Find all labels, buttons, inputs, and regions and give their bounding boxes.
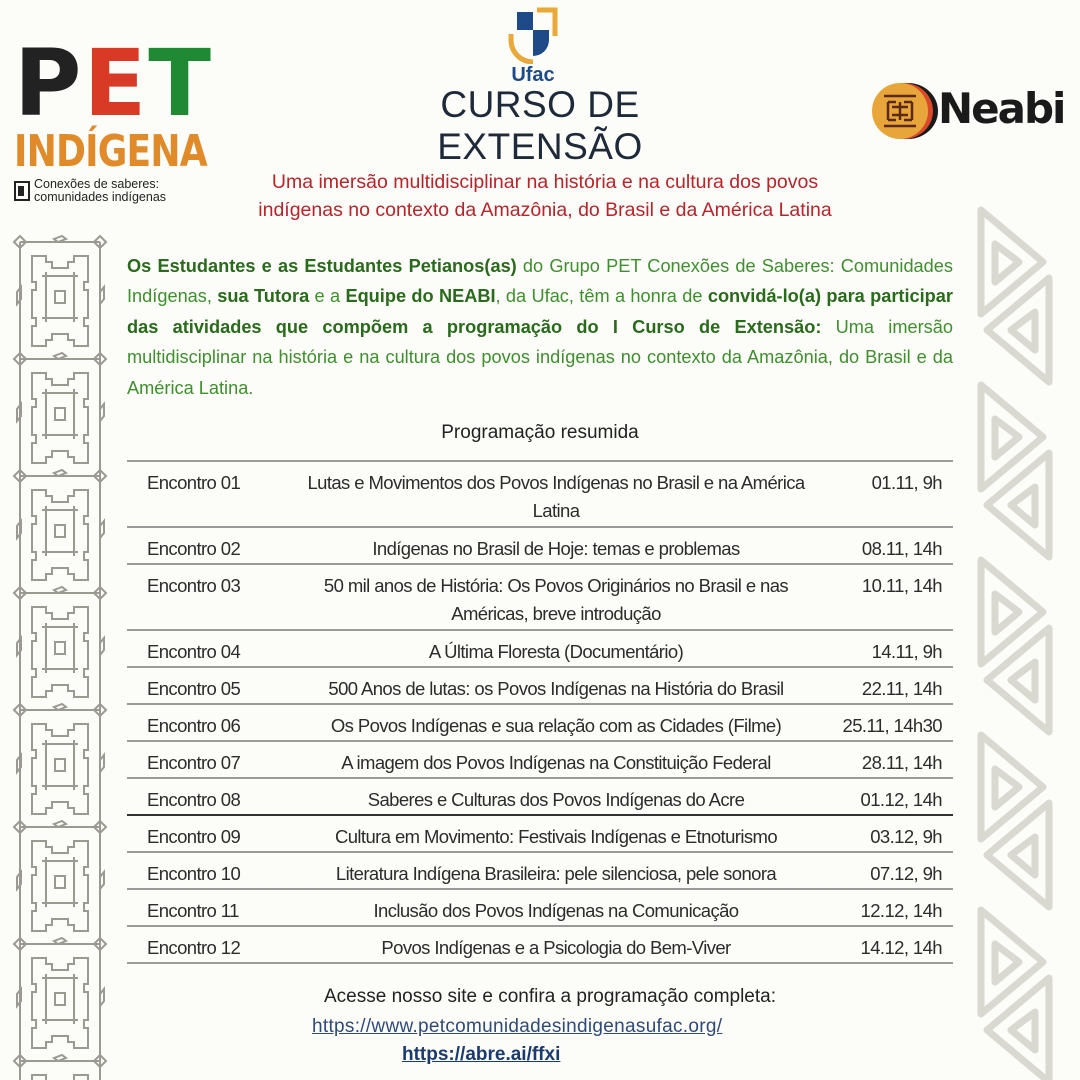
pet-letter-p: P (14, 30, 80, 137)
encontro-theme: Povos Indígenas e a Psicologia do Bem-Viver (381, 937, 731, 958)
table-row (127, 528, 953, 565)
ufac-shield-icon (505, 4, 561, 64)
pet-letter-e: E (83, 30, 145, 137)
encontro-date: 12.12, 14h (860, 900, 942, 921)
pet-indigena-word: INDÍGENA (14, 126, 207, 177)
encontro-label: Encontro 03 (147, 575, 241, 596)
encontro-theme: Inclusão dos Povos Indígenas na Comunicação (373, 900, 739, 921)
encontro-theme: A Última Floresta (Documentário) (428, 641, 684, 662)
pet-indigena-logo (14, 30, 210, 219)
website-link[interactable]: https://www.petcomunidadesindigenasufac.org/ (312, 1016, 723, 1037)
encontro-theme: Literatura Indígena Brasileira: pele silenciosa, pele sonora (335, 863, 777, 884)
encontro-theme: Os Povos Indígenas e sua relação com as Cidades (Filme) (330, 715, 782, 736)
encontro-label: Encontro 01 (147, 472, 241, 493)
intro-text-1: do Grupo PET Conexões de Saberes: Comunidades Indígenas, (127, 256, 953, 307)
pet-tagline-icon (14, 181, 30, 201)
encontro-date: 01.11, 9h (871, 472, 942, 493)
table-row (127, 462, 953, 528)
intro-text-2: e a (309, 286, 346, 307)
neabi-logo (870, 80, 1075, 142)
encontro-date: 28.11, 14h (861, 752, 942, 773)
encontro-date: 25.11, 14h30 (842, 715, 942, 736)
encontro-theme: Indígenas no Brasil de Hoje: temas e problemas (372, 538, 740, 559)
encontro-theme: A imagem dos Povos Indígenas na Constituição Federal (341, 752, 771, 773)
course-subtitle (225, 168, 865, 224)
encontro-date: 14.11, 9h (871, 641, 942, 662)
encontro-theme: Saberes e Culturas dos Povos Indígenas do Acre (367, 789, 745, 810)
encontro-date: 22.11, 14h (861, 678, 942, 699)
table-row (127, 742, 953, 779)
encontro-label: Encontro 04 (147, 641, 241, 662)
encontro-label: Encontro 05 (147, 678, 241, 699)
intro-text-4: Uma imersão multidisciplinar na história e na cultura dos povos indígenas no contexto da Amazônia, do Brasil e da América Latina. (127, 316, 953, 398)
neabi-wordmark: Neabi (938, 84, 1065, 133)
table-row (127, 631, 953, 668)
invitation-paragraph (127, 251, 953, 403)
subtitle-line2: indígenas no contexto da Amazônia, do Brasil e da América Latina (258, 199, 832, 221)
encontro-date: 01.12, 14h (860, 789, 942, 810)
encontro-date: 07.12, 9h (870, 863, 942, 884)
ufac-wordmark: Ufac (511, 64, 555, 86)
encontro-label: Encontro 08 (147, 789, 241, 810)
table-row (127, 890, 953, 927)
table-row (127, 816, 953, 853)
encontro-label: Encontro 07 (147, 752, 241, 773)
encontro-theme: 50 mil anos de História: Os Povos Originários no Brasil e nas Américas, breve introdução (323, 575, 789, 624)
table-row (127, 565, 953, 631)
table-row (127, 668, 953, 705)
encontro-theme: Cultura em Movimento: Festivais Indígenas e Etnoturismo (334, 826, 778, 847)
intro-students: Os Estudantes e as Estudantes Petianos(as) (127, 256, 517, 276)
encontro-label: Encontro 12 (147, 937, 241, 958)
program-title: Programação resumida (441, 422, 639, 443)
encontro-label: Encontro 10 (147, 863, 241, 884)
intro-text-3: , da Ufac, têm a honra de (495, 286, 708, 307)
right-decorative-border (975, 200, 1055, 1080)
ufac-logo (505, 4, 561, 84)
encontro-label: Encontro 11 (147, 900, 239, 921)
encontro-label: Encontro 09 (147, 826, 241, 847)
intro-neabi-team: Equipe do NEABI (345, 286, 496, 307)
pet-tagline-line1: Conexões de saberes: (34, 177, 160, 191)
footer-lead-text: Acesse nosso site e confira a programação completa: (323, 986, 776, 1007)
table-row (127, 705, 953, 742)
encontro-label: Encontro 06 (147, 715, 241, 736)
encontro-theme: 500 Anos de lutas: os Povos Indígenas na História do Brasil (328, 678, 784, 699)
intro-tutor: sua Tutora (217, 286, 310, 307)
encontro-date: 14.12, 14h (860, 937, 942, 958)
short-link[interactable]: https://abre.ai/ffxi (402, 1044, 561, 1065)
table-row (127, 779, 953, 816)
pet-tagline (14, 178, 204, 204)
encontro-date: 10.11, 14h (861, 575, 942, 596)
course-title: CURSO DE EXTENSÃO (437, 84, 643, 167)
encontro-theme: Lutas e Movimentos dos Povos Indígenas no Brasil e na América Latina (307, 472, 805, 521)
table-row (127, 927, 953, 964)
encontro-label: Encontro 02 (147, 538, 241, 559)
encontro-date: 03.12, 9h (870, 826, 942, 847)
table-row (127, 853, 953, 890)
pet-letter-t: T (148, 30, 210, 137)
intro-invitation: convidá-lo(a) para participar das atividades que compõem a programação do I Curso de Extensão: (127, 286, 953, 337)
program-table (127, 460, 953, 964)
pet-tagline-line2: comunidades indígenas (34, 190, 167, 204)
encontro-date: 08.11, 14h (861, 538, 942, 559)
pet-letters (14, 30, 210, 137)
subtitle-line1: Uma imersão multidisciplinar na história e na cultura dos povos (271, 171, 819, 193)
left-decorative-border (0, 232, 120, 1080)
